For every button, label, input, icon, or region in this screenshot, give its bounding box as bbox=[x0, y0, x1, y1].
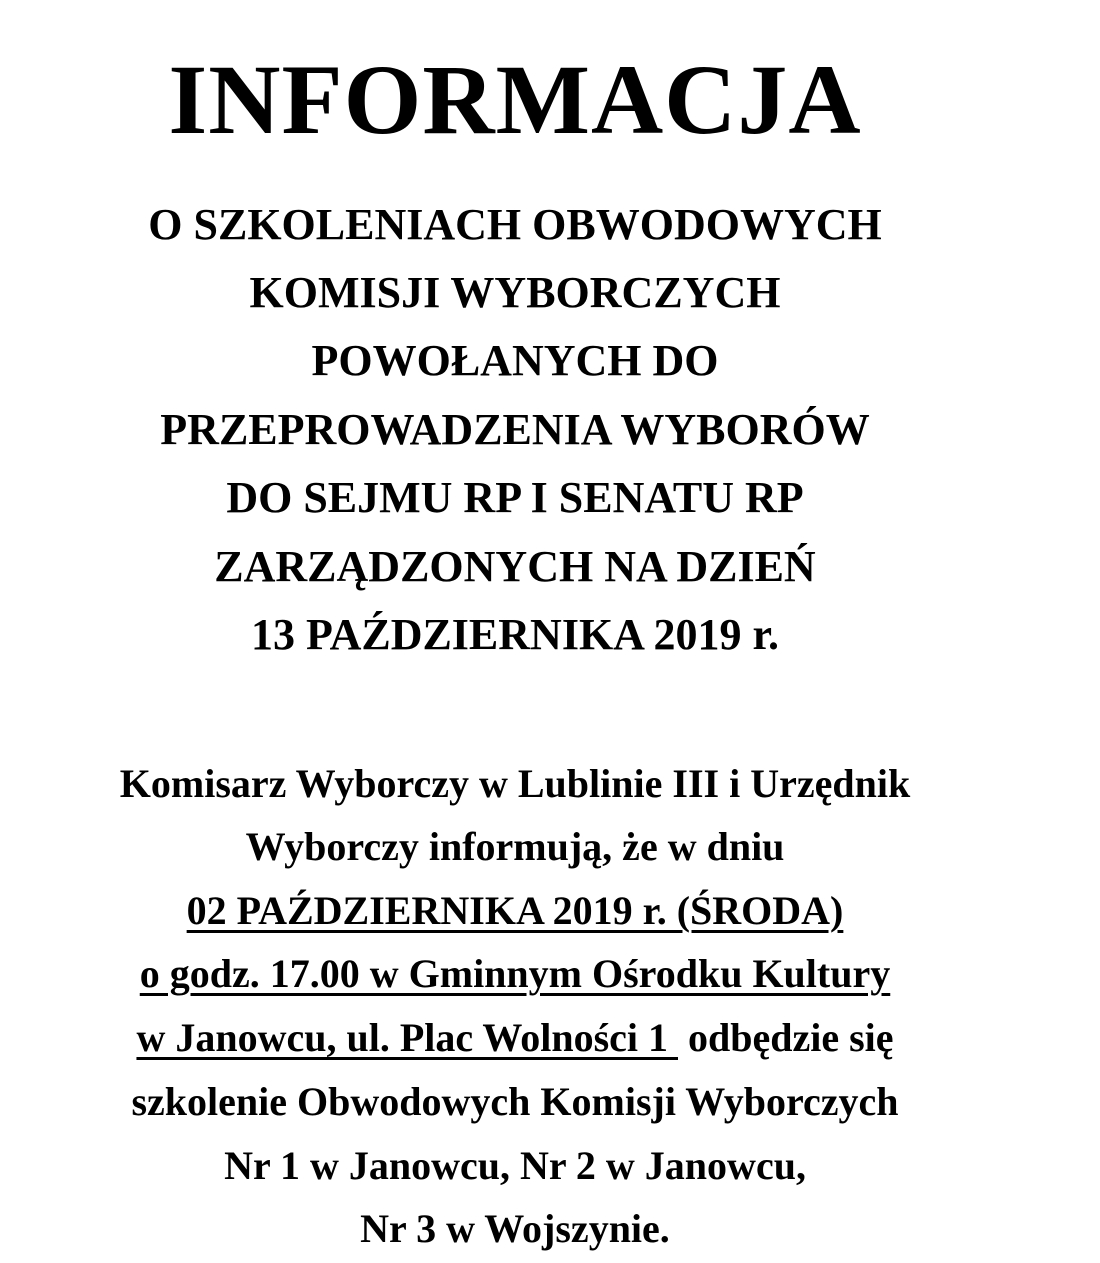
body-line-time-place bbox=[0, 943, 1030, 1005]
date-underlined: 02 PAŹDZIERNIKA 2019 r. (ŚRODA) bbox=[186, 888, 844, 933]
body-line-1: Komisarz Wyborczy w Lublinie III i Urzędnik bbox=[119, 761, 911, 806]
body-line-8: Nr 3 w Wojszynie. bbox=[360, 1206, 670, 1251]
time-place-underlined: o godz. 17.00 w Gminnym Ośrodku Kultury bbox=[139, 951, 891, 996]
body-line-date bbox=[0, 880, 1030, 942]
address-suffix: odbędzie się bbox=[678, 1015, 894, 1060]
body-line-address bbox=[0, 1007, 1030, 1069]
body-line-6: szkolenie Obwodowych Komisji Wyborczych bbox=[131, 1079, 899, 1124]
heading-line-7: 13 PAŹDZIERNIKA 2019 r. bbox=[250, 610, 780, 659]
body-line-7: Nr 1 w Janowcu, Nr 2 w Janowcu, bbox=[224, 1143, 806, 1188]
address-underlined: w Janowcu, ul. Plac Wolności 1 bbox=[136, 1015, 678, 1060]
heading-line-1: O SZKOLENIACH OBWODOWYCH bbox=[148, 200, 882, 249]
heading-line-5: DO SEJMU RP I SENATU RP bbox=[226, 473, 804, 522]
heading-line-6: ZARZĄDZONYCH NA DZIEŃ bbox=[214, 542, 816, 591]
body-line-2: Wyborczy informują, że w dniu bbox=[245, 824, 785, 869]
heading-line-2: KOMISJI WYBORCZYCH bbox=[249, 268, 781, 317]
heading-line-3: POWOŁANYCH DO bbox=[311, 336, 719, 385]
page-title: INFORMACJA bbox=[168, 44, 862, 155]
heading-line-4: PRZEPROWADZENIA WYBORÓW bbox=[160, 405, 870, 454]
